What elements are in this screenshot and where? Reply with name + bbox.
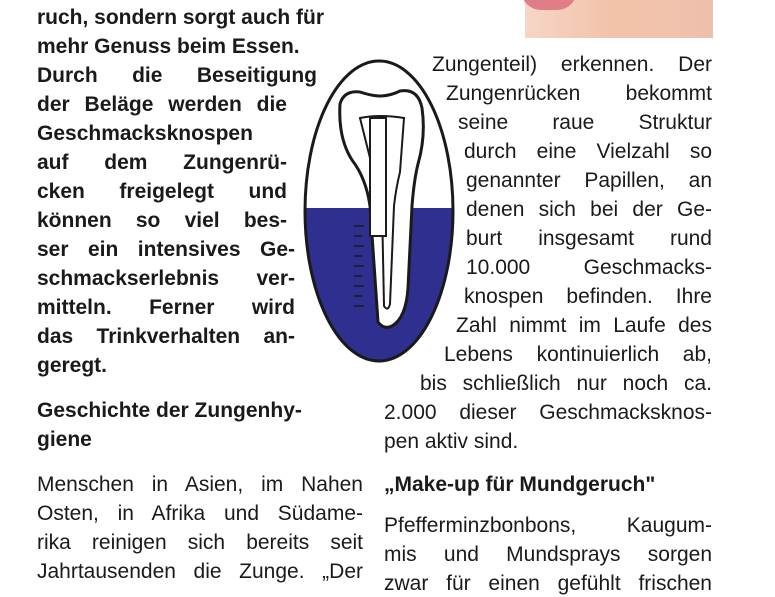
left-line-9: ser ein intensives Ge- [37, 238, 295, 261]
right-line-13: 2.000 dieser Geschmacksknos- [384, 401, 712, 424]
left-line-4: der Beläge werden die [37, 93, 287, 116]
tooth-icon [300, 56, 458, 366]
left-body-line-4: Jahrtausenden die Zunge. „Der [37, 560, 363, 583]
left-line-11: mitteln. Ferner wird [37, 296, 295, 319]
right-line-7: burt insgesamt rund [466, 227, 712, 250]
left-line-3: Durch die Beseitigung [37, 64, 317, 87]
section-heading-history-1: Geschichte der Zungenhy- [37, 399, 302, 422]
section-heading-makeup: „Make-up für Mundgeruch" [384, 473, 656, 496]
left-line-12: das Trinkverhalten an- [37, 325, 295, 348]
left-line-7: cken freigelegt und [37, 180, 287, 203]
right-line-9: knospen befinden. Ihre [464, 285, 712, 308]
left-line-1: ruch, sondern sorgt auch für [37, 6, 325, 29]
right-line-5: genannter Papillen, an [466, 169, 712, 192]
left-line-13: geregt. [37, 354, 108, 377]
right-line-4: durch eine Vielzahl so [464, 140, 712, 163]
right-body-line-3: zwar für einen gefühlt frischen [384, 572, 712, 595]
right-line-14: pen aktiv sind. [384, 430, 519, 453]
left-body-line-2: Osten, in Afrika und Südame- [37, 502, 363, 525]
right-body-line-1: Pfefferminzbonbons, Kaugum- [384, 514, 712, 537]
right-line-8: 10.000 Geschmacks- [466, 256, 712, 279]
left-body-line-1: Menschen in Asien, im Nahen [37, 473, 363, 496]
left-body-line-3: rika reinigen sich bereits seit [37, 531, 363, 554]
right-line-12: bis schließlich nur noch ca. [420, 372, 712, 395]
right-line-2: Zungenrücken bekommt [446, 82, 712, 105]
post-outline [370, 118, 386, 236]
right-body-line-2: mis und Mundsprays sorgen [384, 543, 712, 566]
right-line-10: Zahl nimmt im Laufe des [456, 314, 712, 337]
left-line-8: können so viel bes- [37, 209, 287, 232]
right-line-11: Lebens kontinuierlich ab, [444, 343, 712, 366]
left-line-5: Geschmacksknospen [37, 122, 253, 145]
left-line-2: mehr Genuss beim Essen. [37, 35, 300, 58]
left-line-10: schmackserlebnis ver- [37, 267, 295, 290]
right-line-3: seine raue Struktur [458, 111, 712, 134]
left-line-6: auf dem Zungenrü- [37, 151, 287, 174]
section-heading-history-2: giene [37, 428, 92, 451]
mouth-photo [525, 0, 713, 38]
right-line-1: Zungenteil) erkennen. Der [432, 53, 712, 76]
lip-shape [521, 0, 577, 10]
right-line-6: denen sich bei der Ge- [466, 198, 712, 221]
